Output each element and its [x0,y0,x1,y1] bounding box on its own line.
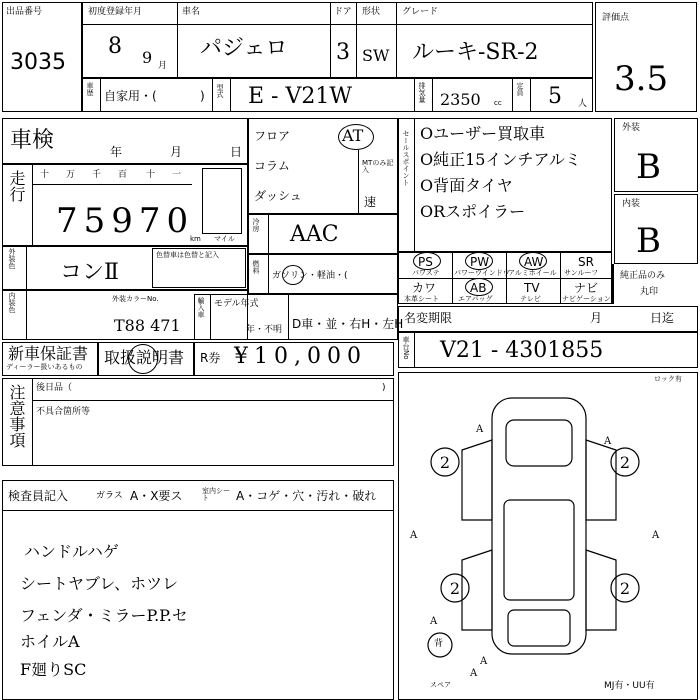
notes-close: ) [382,383,386,393]
notes-later: 後日品（ [36,383,73,393]
remark-5: F廻りSC [20,660,87,679]
equip-navi-sub: ナビゲーション [562,295,611,303]
score-label: 評価点 [602,13,630,23]
transmission-dash: ダッシュ [254,189,302,203]
equip-ab-sub: エアバッグ [458,295,493,303]
equip-aw: AW [524,255,544,269]
mileage-unit-3: 百 [118,170,128,180]
lock-label: ロック有 [654,375,682,383]
equip-tv-sub: テレビ [520,295,541,303]
lot-number: 3035 [10,50,66,75]
mileage-unit-2: 千 [92,170,102,180]
interior-color-label: 内装色 [8,292,16,313]
sales-point-2: O純正15インチアルミ [420,150,581,169]
equip-pw-sub: パワーウインドウ [454,269,510,277]
tire-mark-rr: 2 [619,579,631,598]
car-name-value: パジェロ [200,36,288,61]
inspection-label: 車検 [10,128,55,153]
warranty-sub: ディーラー扱いあるもの [6,363,83,371]
tire-mark-rl: 2 [449,579,461,598]
diagram-footer: MJ有・UU有 [604,681,655,691]
remark-4: ホイルA [20,632,80,651]
transmission-floor: フロア [254,129,291,143]
sales-point-3: O背面タイヤ [420,176,513,195]
equip-tv: TV [524,281,540,295]
mileage-unit-0: 十 [40,170,50,180]
sales-point-1: Oユーザー買取車 [420,124,546,143]
shape-label: 形状 [362,7,381,17]
history-close: ) [200,89,205,103]
equip-navi: ナビ [574,281,599,295]
mileage-unit-km: km [190,235,201,243]
back-label: 背 [434,639,444,649]
capacity-unit: 人 [578,99,588,109]
equip-sr-sub: サンルーフ [564,269,599,277]
sales-point-4: ORスポイラー [420,202,526,221]
mark-a-7: A [470,668,478,679]
doors-label: ドア [334,7,352,17]
model-type-label: 型式 [216,84,224,98]
first-reg-year: 8 [108,34,122,59]
color-code-label: 外装カラーNo. [112,295,159,303]
color-code-value: T88 471 [114,316,181,335]
sales-points-label: セールスポイント [402,130,410,186]
mileage-label: 走行 [7,170,26,202]
inspection-month: 月 [170,145,183,159]
warranty-label: 新車保証書 [8,344,89,363]
exterior-color-note: 色替車は色替と記入 [156,251,219,259]
genuine-only-label: 純正品のみ [620,271,666,281]
aircon-label: 冷房 [252,218,260,232]
equip-kawa: カワ [412,281,437,295]
mark-a-5: A [430,616,438,627]
remark-3: フェンダ・ミラーP.P.セ [20,606,188,625]
mark-a-3: A [410,530,418,541]
mileage-unit-5: 一 [172,170,182,180]
import-model-year: モデル年式 [214,299,259,309]
capacity-value: 5 [548,84,562,109]
name-change-month: 月 [590,311,603,325]
tire-mark-fr: 2 [619,453,631,472]
first-reg-month: 9 [142,48,153,67]
equip-ab: AB [470,281,487,295]
mileage-value: 75970 [56,201,195,241]
inspector-seat-codes: A・コゲ・穴・汚れ・破れ [236,489,377,503]
transmission-column: コラム [254,159,290,173]
doors-value: 3 [336,40,350,65]
mark-a-4: A [652,530,660,541]
recycle-label: R券 [200,351,221,365]
recycle-value: ¥10,000 [234,344,367,369]
tire-mark-fl: 2 [439,453,451,472]
chassis-label: 車台No [402,336,410,360]
steering-value: D車・並・右H・左H [292,317,404,331]
mileage-unit-4: 十 [146,170,156,180]
equip-pw: PW [470,255,490,269]
inspector-seat-label: 室内シート [202,487,230,502]
import-year: 年・不明 [246,325,283,335]
equip-kawa-sub: 本革シート [404,295,439,303]
inspector-glass: ガラス [96,491,123,501]
transmission-mt-note: MTのみ記入 [362,159,394,174]
mileage-unit-mile: マイル [214,235,235,243]
exterior-grade-value: B [636,147,661,187]
equip-aw-sub: アルミホイール [508,269,557,277]
exterior-color-value: コンⅡ [60,260,119,285]
fuel-value: ガソリン・軽油・( [272,271,348,281]
remark-1: ハンドルハゲ [24,542,119,561]
lot-label: 出品番号 [6,7,43,17]
grade-label: グレード [402,7,439,17]
inspection-year: 年 [110,145,123,159]
equip-ps-sub: パワステ [412,269,440,277]
grade-value: ルーキ-SR-2 [412,40,539,65]
inspector-glass-codes: A・X要ス [130,489,183,503]
mark-a-1: A [476,424,484,435]
mark-a-2: A [604,436,612,447]
remark-2: シートヤブレ、ホツレ [20,574,179,593]
spare-label: スペア [430,681,451,689]
notes-label: 注意事項 [7,384,26,448]
shape-value: SW [362,46,390,65]
displacement-value: 2350 [440,90,481,109]
displacement-unit: cc [494,99,502,107]
notes-defects: 不具合箇所等 [36,407,91,417]
displacement-label: 排気量 [418,82,426,103]
import-label: 輸入車 [197,297,205,318]
inspection-day: 日 [230,145,243,159]
equip-sr: SR [578,255,594,269]
inspector-label: 検査員記入 [8,489,69,503]
exterior-color-label: 外装色 [8,248,16,269]
model-type-value: E - V21W [248,84,352,109]
exterior-grade-label: 外装 [622,123,641,133]
car-name-label: 車名 [182,7,201,17]
genuine-only-note: 丸印 [640,287,659,297]
equip-ps: PS [418,255,433,269]
fuel-label: 燃料 [252,260,260,274]
interior-grade-value: B [636,221,661,261]
mark-a-6: A [480,656,488,667]
first-reg-month-unit: 月 [158,61,168,71]
chassis-value: V21 - 4301855 [440,338,604,363]
transmission-speed: 速 [364,195,377,209]
mileage-unit-1: 万 [66,170,76,180]
history-label: 車歴 [86,82,94,96]
name-change-day: 日迄 [650,311,675,325]
first-reg-label: 初度登録年月 [88,7,143,17]
manual-label: 取扱説明書 [104,348,185,367]
name-change-label: 名変期限 [404,311,453,325]
score-value: 3.5 [614,59,669,99]
history-value: 自家用・( [104,89,157,103]
interior-grade-label: 内装 [622,199,641,209]
transmission-value: AT [342,126,364,145]
aircon-value: AAC [290,222,339,247]
capacity-label: 定員 [516,82,524,96]
